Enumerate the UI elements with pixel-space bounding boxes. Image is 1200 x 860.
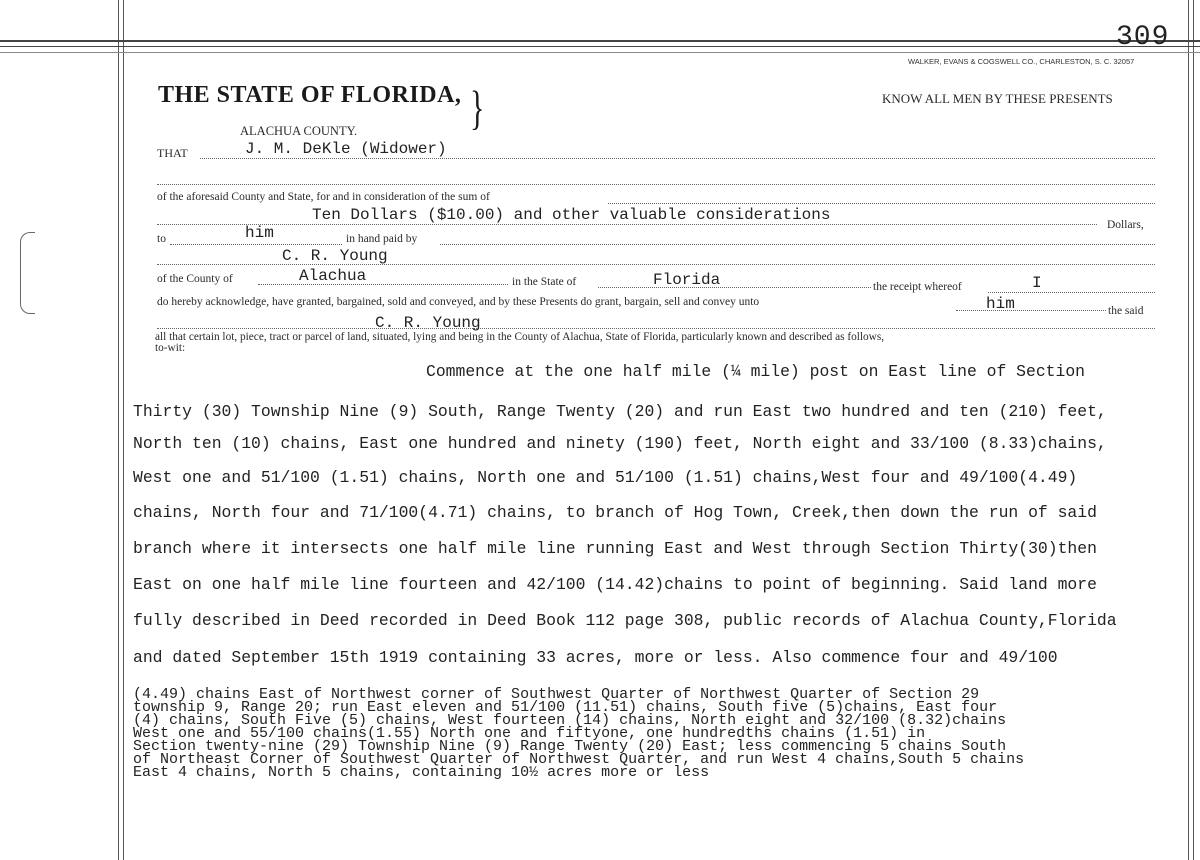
addendum-line-5: Section twenty-nine (29) Township Nine (9) Range Twenty (20) East; less commencing 5 chains South xyxy=(133,738,1007,755)
county-rule xyxy=(258,284,508,285)
grantor-field: J. M. DeKle (Widower) xyxy=(245,140,447,158)
in-hand-label: in hand paid by xyxy=(346,233,418,245)
county-field: Alachua xyxy=(299,267,367,285)
binding-mark xyxy=(20,232,35,314)
addendum-line-7: East 4 chains, North 5 chains, containing 10½ acres more or less xyxy=(133,764,710,781)
left-margin-line xyxy=(118,0,119,860)
in-state-label: in the State of xyxy=(512,276,577,288)
left-margin-line-2 xyxy=(123,0,124,860)
state-rule xyxy=(598,287,871,288)
of-county-label: of the County of xyxy=(157,273,233,285)
whereof-field: I xyxy=(1032,274,1042,292)
know-all-men: KNOW ALL MEN BY THESE PRESENTS xyxy=(882,91,1113,106)
addendum-line-1: (4.49) chains East of Northwest corner of Southwest Quarter of Northwest Quarter of Section 29 xyxy=(133,686,980,703)
description-line-1: Commence at the one half mile (¼ mile) post on East line of Section xyxy=(426,362,1086,381)
said-rule xyxy=(157,328,1155,329)
top-rule-3 xyxy=(0,52,1200,53)
printer-imprint: WALKER, EVANS & COGSWELL CO., CHARLESTON, S. C. 32057 xyxy=(908,57,1135,66)
to-rule xyxy=(170,244,342,245)
acknowledge-label: do hereby acknowledge, have granted, bargained, sold and conveyed, and by these Presents do grant, bargain, sell and convey unto xyxy=(157,296,760,308)
page-number: 309 xyxy=(1116,22,1170,53)
state-field: Florida xyxy=(653,271,721,289)
addendum-line-2: township 9, Range 20; run East eleven and 51/100 (11.51) chains, South five (5)chains, East four xyxy=(133,699,998,716)
receipt-label: the receipt whereof xyxy=(873,281,962,293)
addendum-line-4: West one and 55/100 chains(1.55) North one and fiftyone, one hundredths chains (1.51) in xyxy=(133,725,926,742)
all-that-label: all that certain lot, piece, tract or parcel of land, situated, lying and being in the County of Alachua, State of Florida, particularly known and described as follows, xyxy=(155,331,885,343)
dollars-label: Dollars, xyxy=(1107,219,1144,231)
top-rule-2 xyxy=(0,46,1200,47)
blank-rule xyxy=(157,184,1155,185)
recipient-field: him xyxy=(245,224,274,242)
description-line-3: North ten (10) chains, East one hundred and ninety (190) feet, North eight and 33/100 (8.33)chains, xyxy=(133,434,1107,453)
title-brace: } xyxy=(470,82,485,135)
aforesaid-label: of the aforesaid County and State, for and in consideration of the sum of xyxy=(157,191,490,203)
description-line-2: Thirty (30) Township Nine (9) South, Range Twenty (20) and run East two hundred and ten (210) feet, xyxy=(133,402,1107,421)
paid-by-field: C. R. Young xyxy=(282,247,388,265)
unto-rule xyxy=(956,310,1106,311)
consideration-field: Ten Dollars ($10.00) and other valuable considerations xyxy=(312,206,831,224)
in-hand-rule xyxy=(440,244,1155,245)
addendum-line-6: of Northeast Corner of Southwest Quarter of Northwest Quarter, and run West 4 chains,South 5 chains xyxy=(133,751,1025,768)
to-label: to xyxy=(157,233,166,245)
that-rule xyxy=(200,158,1155,159)
right-margin-line-2 xyxy=(1193,0,1194,860)
description-line-6: branch where it intersects one half mile line running East and West through Section Thirty(30)then xyxy=(133,539,1097,558)
right-margin-line xyxy=(1188,0,1189,860)
description-line-4: West one and 51/100 (1.51) chains, North one and 51/100 (1.51) chains,West four and 49/100(4.49) xyxy=(133,468,1078,487)
description-line-9: and dated September 15th 1919 containing 33 acres, more or less. Also commence four and 49/100 xyxy=(133,648,1058,667)
document-title: THE STATE OF FLORIDA, xyxy=(158,82,462,108)
the-said-label: the said xyxy=(1108,305,1144,317)
unto-field: him xyxy=(986,295,1015,313)
description-line-7: East on one half mile line fourteen and 42/100 (14.42)chains to point of beginning. Said land more xyxy=(133,575,1097,594)
aforesaid-rule xyxy=(608,203,1155,204)
top-rule xyxy=(0,40,1200,42)
paid-by-rule xyxy=(157,264,1155,265)
description-line-5: chains, North four and 71/100(4.71) chains, to branch of Hog Town, Creek,then down the run of said xyxy=(133,503,1097,522)
said-grantee-field: C. R. Young xyxy=(375,314,481,332)
addendum-line-3: (4) chains, South Five (5) chains, West fourteen (14) chains, North eight and 32/100 (8.32)chains xyxy=(133,712,1007,729)
receipt-rule xyxy=(988,292,1155,293)
consideration-rule xyxy=(157,224,1097,225)
to-wit-label: to-wit: xyxy=(155,342,186,354)
county-heading: ALACHUA COUNTY. xyxy=(240,124,358,138)
description-line-8: fully described in Deed recorded in Deed Book 112 page 308, public records of Alachua County,Florida xyxy=(133,611,1117,630)
that-label: THAT xyxy=(157,146,188,160)
